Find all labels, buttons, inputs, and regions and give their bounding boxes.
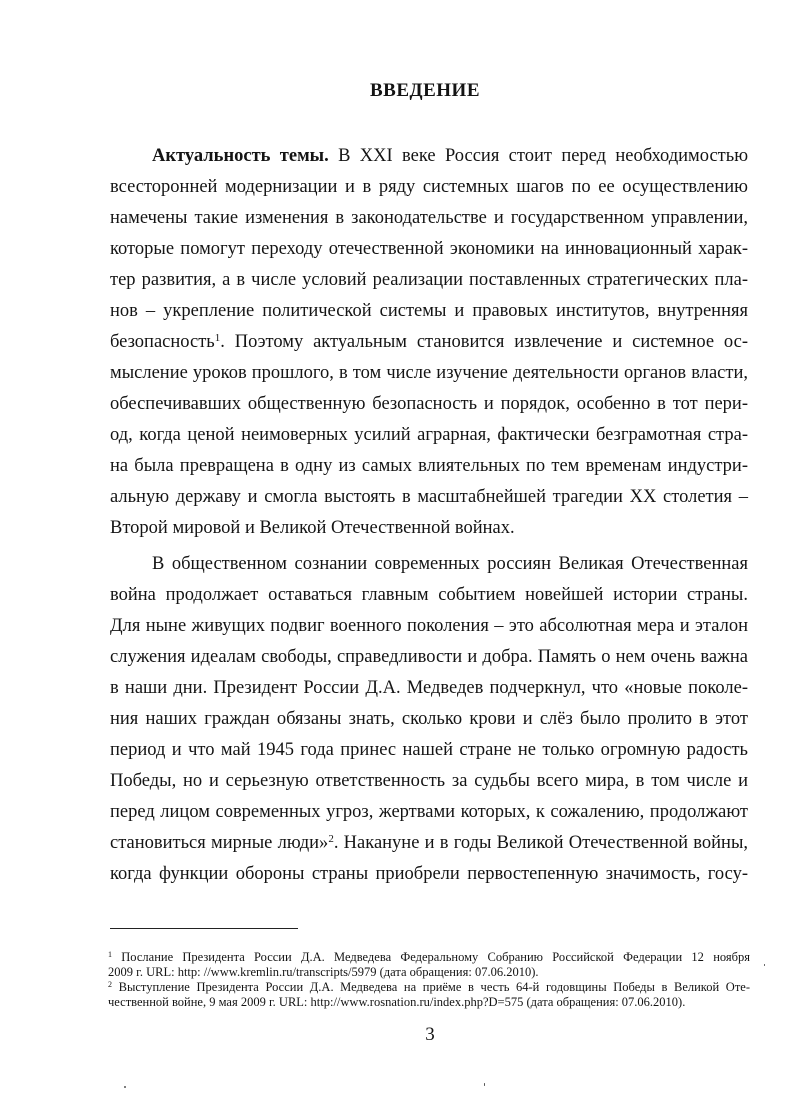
scan-speck <box>764 964 765 966</box>
footnote-text: Выступление Президента России Д.А. Медведева на приёме в честь 64-й годовщины Победы в Великой Оте- <box>118 980 750 994</box>
scan-speck <box>484 1083 485 1086</box>
body-line: обеспечивавших общественную безопасность и порядок, особенно в тот пери- <box>110 394 748 414</box>
body-line: в наши дни. Президент России Д.А. Медведев подчеркнул, что «новые поколе- <box>110 678 748 698</box>
text-span: безопасность <box>110 332 215 352</box>
body-line: когда функции обороны страны приобрели первостепенную значимость, госу- <box>110 864 748 884</box>
body-line: тер развития, а в числе условий реализации поставленных стратегических пла- <box>110 270 748 290</box>
body-line: всесторонней модернизации и в ряду системных шагов по ее осуществлению <box>110 177 748 197</box>
footnote-separator <box>110 928 298 929</box>
body-line: Для ныне живущих подвиг военного поколения – это абсолютная мера и эталон <box>110 616 748 636</box>
body-line: ния наших граждан обязаны знать, сколько крови и слёз было пролито в этот <box>110 709 748 729</box>
footnote-2-line <box>108 980 750 995</box>
body-line: мысление уроков прошлого, в том числе изучение деятельности органов власти, <box>110 363 748 383</box>
body-line: которые помогут переходу отечественной экономики на инновационный харак- <box>110 239 748 259</box>
body-line: Победы, но и серьезную ответственность за судьбы всего мира, в том числе и <box>110 771 748 791</box>
footnote-number: 2 <box>108 980 112 989</box>
footnote-1-line: 2009 г. URL: http: //www.kremlin.ru/transcripts/5979 (дата обращения: 07.06.2010). <box>108 965 539 979</box>
text-span: становиться мирные люди» <box>110 833 329 853</box>
body-line: Второй мировой и Великой Отечественной войнах. <box>110 518 515 538</box>
text-span: . Поэтому актуальным становится извлечение и системное ос- <box>220 332 748 352</box>
body-line <box>110 331 748 353</box>
body-line: война продолжает оставаться главным событием новейшей истории страны. <box>110 585 748 605</box>
body-line: В общественном сознании современных россиян Великая Отечественная <box>152 554 748 574</box>
body-line: од, когда ценой неимоверных усилий аграрная, фактически безграмотная стра- <box>110 425 748 445</box>
page-number: 3 <box>425 1024 435 1045</box>
footnote-ref-2: 2 <box>328 833 334 845</box>
section-title: ВВЕДЕНИЕ <box>370 80 480 101</box>
footnote-ref-1: 1 <box>214 332 221 344</box>
body-line: намечены такие изменения в законодательстве и государственном управлении, <box>110 208 748 228</box>
footnote-2-line: чественной войне, 9 мая 2009 г. URL: http://www.rosnation.ru/index.php?D=575 (дата обращения: 07.06.2010). <box>108 995 686 1009</box>
footnote-1-line <box>108 950 750 965</box>
text-span: В XXI веке Россия стоит перед необходимостью <box>338 146 749 166</box>
text-span: . Накануне и в годы Великой Отечественной войны, <box>333 833 748 853</box>
body-line: служения идеалам свободы, справедливости и добра. Память о нем очень важна <box>110 647 748 667</box>
body-line <box>110 832 748 854</box>
body-line: на была превращена в одну из самых влиятельных по тем временам индустри- <box>110 456 748 476</box>
body-line: нов – укрепление политической системы и правовых институтов, внутренняя <box>110 301 748 321</box>
footnote-text: Послание Президента России Д.А. Медведева Федеральному Собранию Российской Федерации 12 ноября <box>121 950 750 964</box>
footnote-number: 1 <box>108 950 112 959</box>
body-line: альную державу и смогла выстоять в масштабнейшей трагедии XX столетия – <box>110 487 748 507</box>
body-line: период и что май 1945 года принес нашей стране не только огромную радость <box>110 740 748 760</box>
body-line <box>152 145 748 167</box>
body-line: перед лицом современных угроз, жертвами которых, к сожалению, продолжают <box>110 802 748 822</box>
lead-phrase: Актуальность темы. <box>152 146 329 166</box>
scan-speck <box>124 1086 126 1088</box>
